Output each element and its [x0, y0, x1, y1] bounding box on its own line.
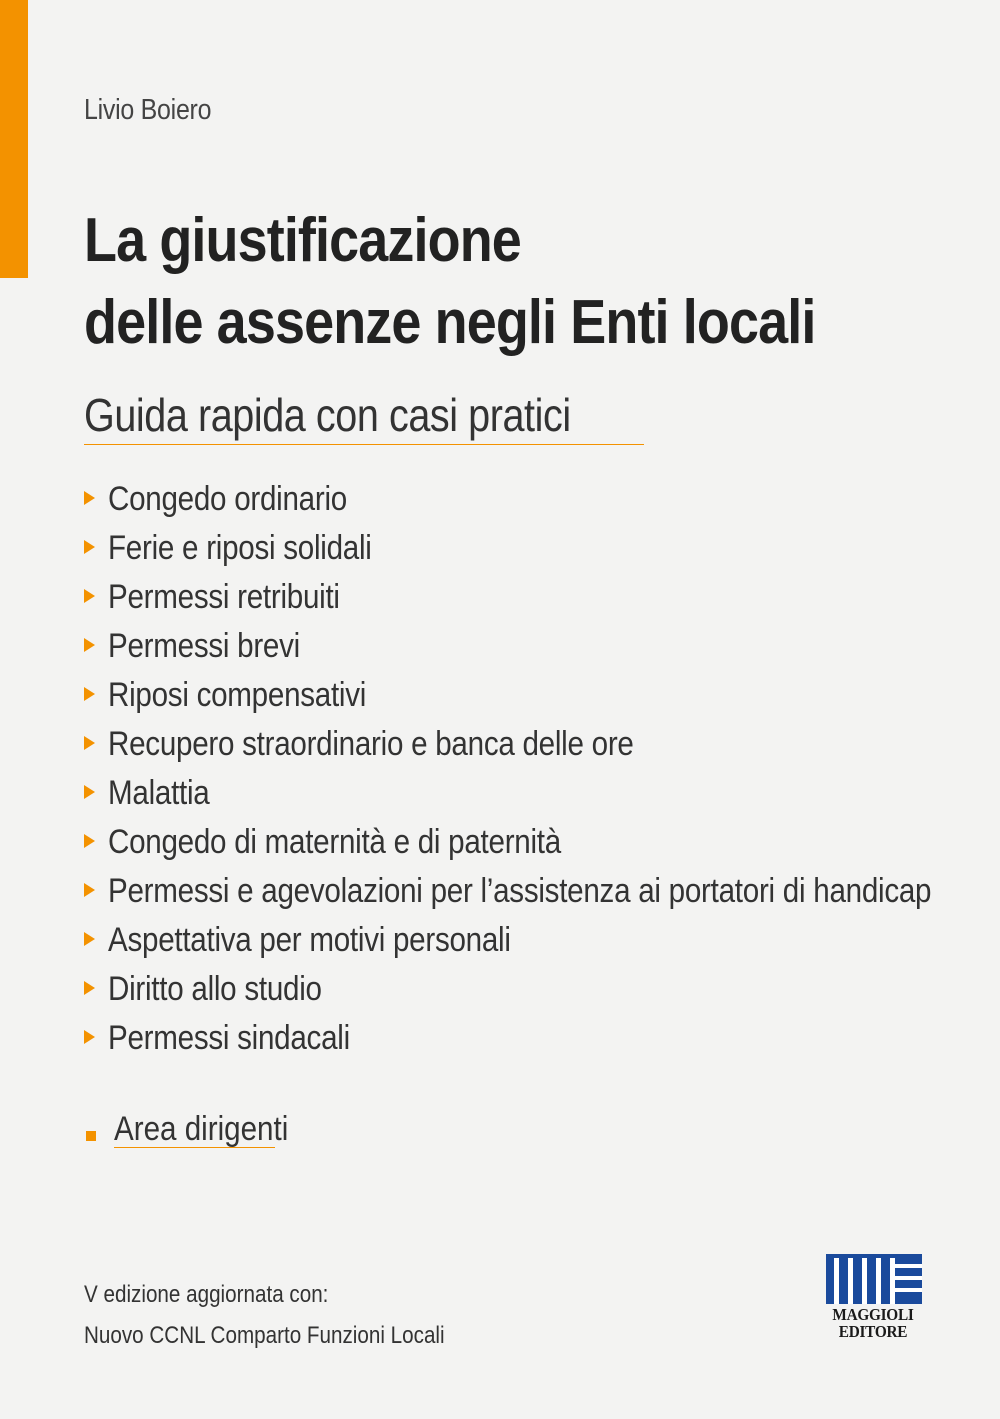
list-item: Aspettativa per motivi personali [84, 918, 1000, 967]
bullet-triangle-icon [84, 834, 95, 848]
title-line-2: delle assenze negli Enti locali [84, 288, 816, 357]
edition-line-1: V edizione aggiornata con: [84, 1281, 329, 1308]
list-item: Ferie e riposi solidali [84, 526, 1000, 575]
book-title [84, 200, 815, 364]
list-item: Permessi e agevolazioni per l’assistenza ai portatori di handicap [84, 869, 1000, 918]
topics-list [84, 477, 1000, 1065]
bullet-triangle-icon [84, 785, 95, 799]
list-item: Riposi compensativi [84, 673, 1000, 722]
bullet-triangle-icon [84, 981, 95, 995]
list-item: Recupero straordinario e banca delle ore [84, 722, 1000, 771]
publisher-name [823, 1306, 923, 1340]
list-item: Diritto allo studio [84, 967, 1000, 1016]
edition-line-2: Nuovo CCNL Comparto Funzioni Locali [84, 1322, 445, 1349]
list-item: Permessi brevi [84, 624, 1000, 673]
bullet-triangle-icon [84, 932, 95, 946]
list-item: Malattia [84, 771, 1000, 820]
list-item: Congedo di maternità e di paternità [84, 820, 1000, 869]
maggioli-logo-icon [826, 1254, 922, 1304]
edition-note [84, 1274, 445, 1356]
publisher-line-1: MAGGIOLI [832, 1305, 914, 1324]
bullet-triangle-icon [84, 687, 95, 701]
bullet-triangle-icon [84, 638, 95, 652]
author-name: Livio Boiero [84, 94, 212, 126]
bullet-square-icon [86, 1131, 96, 1141]
bullet-triangle-icon [84, 589, 95, 603]
subtitle-block [84, 386, 644, 445]
area-label: Area dirigenti [114, 1110, 289, 1148]
orange-accent-bar [0, 0, 28, 278]
title-line-1: La giustificazione [84, 206, 521, 275]
list-item: Permessi retribuiti [84, 575, 1000, 624]
publisher-line-2: EDITORE [838, 1322, 908, 1341]
bullet-triangle-icon [84, 883, 95, 897]
area-block [114, 1110, 289, 1148]
list-item: Permessi sindacali [84, 1016, 1000, 1065]
bullet-triangle-icon [84, 736, 95, 750]
bullet-triangle-icon [84, 1030, 95, 1044]
bullet-triangle-icon [84, 540, 95, 554]
list-item: Congedo ordinario [84, 477, 1000, 526]
book-subtitle: Guida rapida con casi pratici [84, 389, 571, 441]
bullet-triangle-icon [84, 491, 95, 505]
publisher-logo [823, 1254, 923, 1344]
